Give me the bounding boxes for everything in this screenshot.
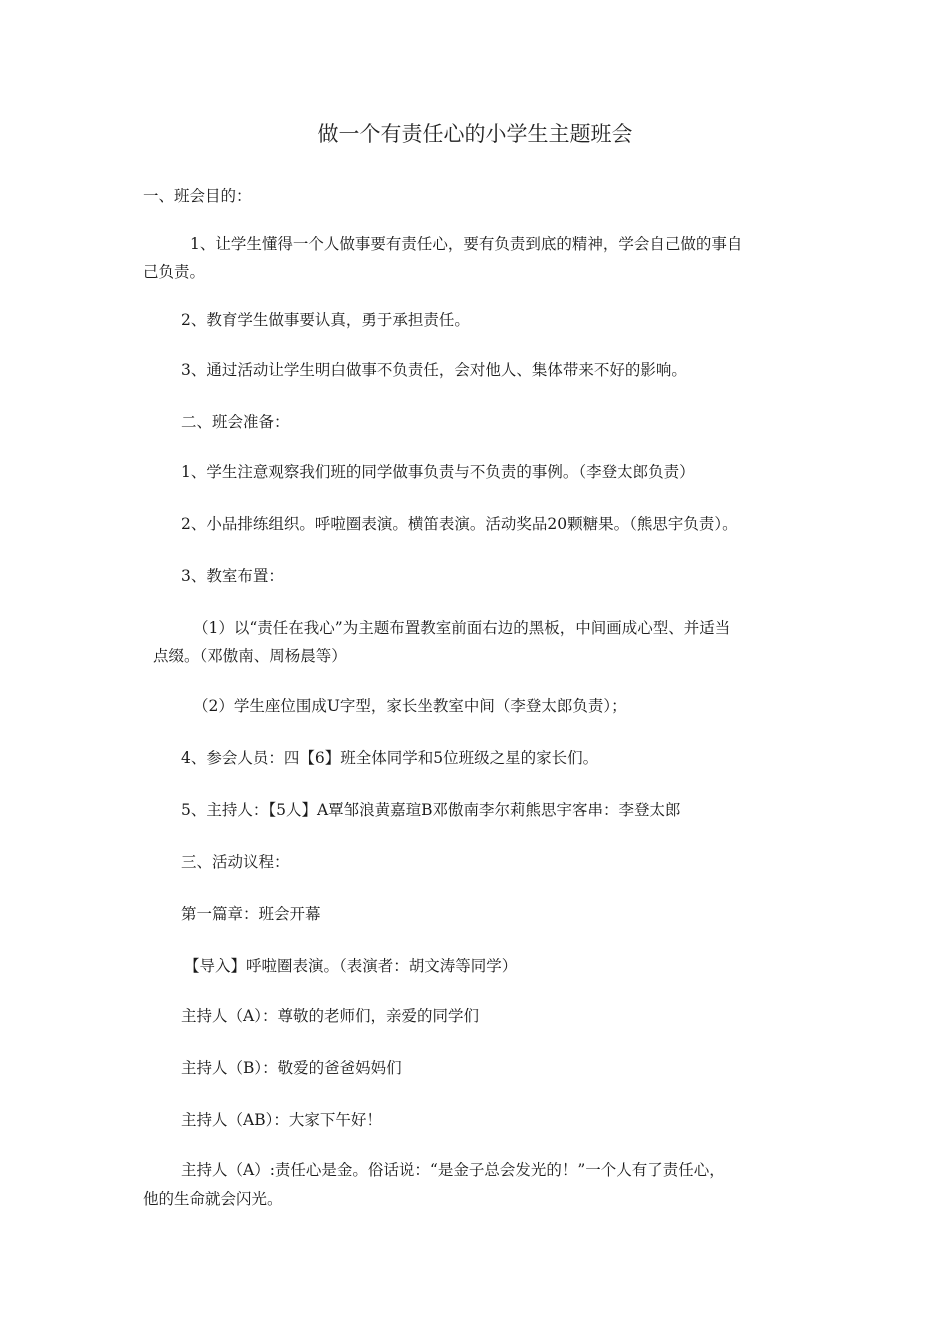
paragraph-line: 4、参会人员：四【6】班全体同学和5位班级之星的家长们。	[181, 749, 599, 767]
paragraph-line: 己负责。	[143, 263, 206, 281]
paragraph-line: （1）以“责任在我心”为主题布置教室前面右边的黑板，中间画成心型、并适当	[193, 619, 731, 637]
dialogue-line: 主持人（A）:责任心是金。俗话说：“是金子总会发光的！”一个人有了责任心，	[181, 1161, 725, 1179]
dialogue-line: 主持人（AB）：大家下午好！	[181, 1111, 382, 1129]
paragraph-line: 5、主持人：【5人】A覃邹浪黄嘉瑄B邓傲南李尔莉熊思宇客串：李登太郎	[181, 801, 681, 819]
paragraph-line: 2、小品排练组织。呼啦圈表演。横笛表演。活动奖品20颗糖果。（熊思宇负责）。	[181, 515, 738, 533]
section-heading-purpose: 一、班会目的：	[143, 187, 252, 205]
paragraph-line: （2）学生座位围成U字型，家长坐教室中间（李登太郎负责）；	[193, 697, 627, 715]
dialogue-line: 主持人（A）：尊敬的老师们，亲爱的同学们	[181, 1007, 479, 1025]
chapter-heading: 第一篇章：班会开幕	[181, 905, 321, 923]
section-heading-preparation: 二、班会准备：	[181, 413, 290, 431]
paragraph-line: 【导入】呼啦圈表演。（表演者：胡文涛等同学）	[184, 957, 518, 975]
section-heading-agenda: 三、活动议程：	[181, 853, 290, 871]
paragraph-line: 3、通过活动让学生明白做事不负责任，会对他人、集体带来不好的影响。	[181, 361, 687, 379]
dialogue-line: 他的生命就会闪光。	[143, 1190, 283, 1208]
paragraph-line: 1、学生注意观察我们班的同学做事负责与不负责的事例。（李登太郎负责）	[181, 463, 695, 481]
paragraph-line: 1、让学生懂得一个人做事要有责任心，要有负责到底的精神，学会自己做的事自	[190, 235, 743, 253]
document-title: 做一个有责任心的小学生主题班会	[317, 122, 633, 146]
paragraph-line: 2、教育学生做事要认真，勇于承担责任。	[181, 311, 470, 329]
paragraph-line: 点缀。（邓傲南、周杨晨等）	[153, 647, 347, 665]
paragraph-line: 3、教室布置：	[181, 567, 284, 585]
dialogue-line: 主持人（B）：敬爱的爸爸妈妈们	[181, 1059, 402, 1077]
